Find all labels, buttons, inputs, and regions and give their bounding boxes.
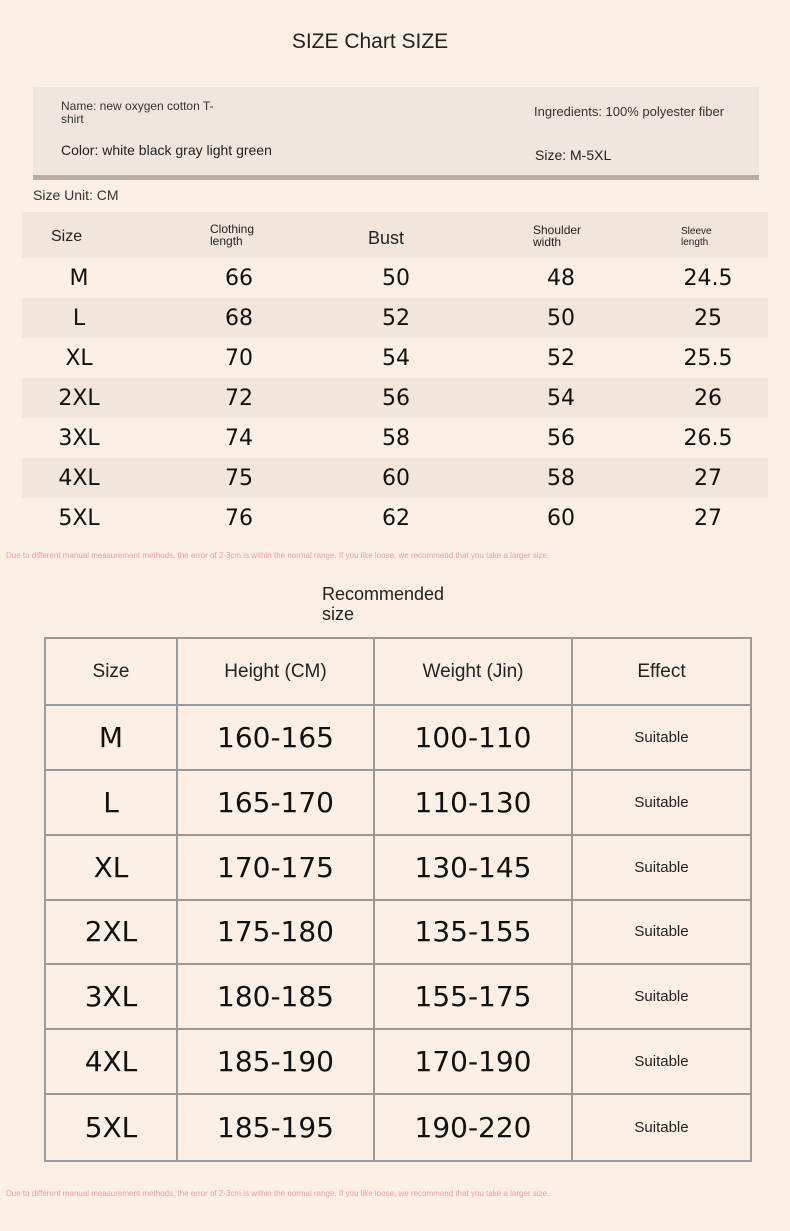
- cell-clothing-length: 75: [225, 465, 253, 491]
- recommend-cell-size: 2XL: [46, 901, 178, 966]
- recommend-cell-size: XL: [46, 836, 178, 901]
- page-title: SIZE Chart SIZE: [291, 30, 449, 53]
- recommend-header-size: Size: [46, 639, 178, 706]
- recommend-cell-effect: Suitable: [573, 836, 750, 901]
- recommend-title: Recommended size: [322, 584, 445, 624]
- cell-clothing-length: 68: [225, 305, 253, 331]
- recommend-cell-weight: 130-145: [375, 836, 573, 901]
- size-chart-table: [22, 212, 768, 538]
- cell-size: 5XL: [58, 505, 100, 531]
- recommend-cell-size: 4XL: [46, 1030, 178, 1095]
- recommend-cell-weight: 135-155: [375, 901, 573, 966]
- cell-sleeve-length: 25: [694, 305, 722, 331]
- recommend-cell-size: 3XL: [46, 965, 178, 1030]
- product-ingredients: Ingredients: 100% polyester fiber: [534, 104, 725, 119]
- size-unit: Size Unit: CM: [33, 187, 119, 203]
- cell-bust: 50: [382, 265, 410, 291]
- cell-sleeve-length: 27: [694, 505, 722, 531]
- cell-clothing-length: 72: [225, 385, 253, 411]
- cell-sleeve-length: 24.5: [683, 265, 733, 291]
- recommend-cell-height: 165-170: [178, 771, 375, 836]
- measurement-note-bottom: Due to different manual measurement methods, the error of 2-3cm is within the normal range. If you like loose, we recommend that you take a larger size.: [6, 1189, 550, 1198]
- recommend-cell-height: 175-180: [178, 901, 375, 966]
- cell-shoulder-width: 58: [547, 465, 575, 491]
- cell-size: L: [72, 305, 86, 331]
- cell-clothing-length: 70: [225, 345, 253, 371]
- size-chart-row: [22, 458, 768, 498]
- recommend-cell-size: M: [46, 706, 178, 771]
- size-chart-row: [22, 378, 768, 418]
- header-shoulder-width: Shoulder width: [533, 223, 582, 249]
- recommend-cell-weight: 190-220: [375, 1095, 573, 1160]
- header-bust: Bust: [368, 228, 405, 248]
- header-size: Size: [51, 228, 83, 245]
- cell-bust: 54: [382, 345, 410, 371]
- recommend-cell-effect: Suitable: [573, 1030, 750, 1095]
- size-chart-row: [22, 298, 768, 338]
- cell-clothing-length: 76: [225, 505, 253, 531]
- recommend-cell-size: L: [46, 771, 178, 836]
- cell-clothing-length: 74: [225, 425, 253, 451]
- info-divider: [33, 175, 759, 180]
- cell-clothing-length: 66: [225, 265, 253, 291]
- recommend-table: [44, 637, 752, 1162]
- recommend-cell-effect: Suitable: [634, 1119, 689, 1137]
- recommend-cell-height: 180-185: [178, 965, 375, 1030]
- recommend-cell-effect: Suitable: [573, 706, 750, 771]
- recommend-cell-weight: 110-130: [375, 771, 573, 836]
- size-chart-row: [22, 258, 768, 298]
- recommend-cell-effect: Suitable: [573, 771, 750, 836]
- cell-bust: 58: [382, 425, 410, 451]
- product-colors: Color: white black gray light green: [61, 142, 272, 158]
- cell-shoulder-width: 50: [547, 305, 575, 331]
- recommend-cell-effect: Suitable: [573, 965, 750, 1030]
- cell-bust: 60: [382, 465, 410, 491]
- cell-size: 3XL: [58, 425, 100, 451]
- product-name: Name: new oxygen cotton T-shirt: [61, 99, 214, 126]
- product-size-range: Size: M-5XL: [535, 147, 612, 163]
- cell-bust: 52: [382, 305, 410, 331]
- recommend-cell-height: 170-175: [178, 836, 375, 901]
- header-clothing-length: Clothing length: [210, 222, 255, 248]
- recommend-cell-height: 185-195: [178, 1095, 375, 1160]
- cell-size: 4XL: [58, 465, 100, 491]
- cell-sleeve-length: 25.5: [683, 345, 733, 371]
- header-sleeve-length: Sleeve length: [681, 226, 712, 248]
- recommend-header-weight: Weight (Jin): [375, 639, 573, 706]
- cell-shoulder-width: 56: [547, 425, 575, 451]
- recommend-cell-weight: 100-110: [375, 706, 573, 771]
- size-chart-header: [22, 212, 768, 258]
- recommend-cell-height: 160-165: [178, 706, 375, 771]
- cell-sleeve-length: 26.5: [683, 425, 733, 451]
- cell-size: 2XL: [58, 385, 100, 411]
- cell-sleeve-length: 26: [694, 385, 722, 411]
- recommend-cell-weight: 170-190: [375, 1030, 573, 1095]
- size-chart-row: [22, 418, 768, 458]
- cell-shoulder-width: 54: [547, 385, 575, 411]
- cell-sleeve-length: 27: [694, 465, 722, 491]
- size-chart-row: [22, 338, 768, 378]
- cell-shoulder-width: 48: [547, 265, 575, 291]
- cell-bust: 62: [382, 505, 410, 531]
- cell-bust: 56: [382, 385, 410, 411]
- recommend-cell-height: 185-190: [178, 1030, 375, 1095]
- recommend-header-height: Height (CM): [178, 639, 375, 706]
- recommend-header-effect: Effect: [573, 639, 750, 706]
- cell-shoulder-width: 60: [547, 505, 575, 531]
- cell-size: M: [69, 265, 89, 291]
- cell-shoulder-width: 52: [547, 345, 575, 371]
- product-info-box: [33, 87, 759, 175]
- recommend-cell-size: 5XL: [46, 1095, 178, 1160]
- recommend-cell-effect: Suitable: [573, 901, 750, 966]
- recommend-cell-weight: 155-175: [375, 965, 573, 1030]
- measurement-note: Due to different manual measurement methods, the error of 2-3cm is within the normal range. If you like loose, we recommend that you take a larger size.: [6, 551, 550, 560]
- cell-size: XL: [65, 345, 93, 371]
- size-chart-row: [22, 498, 768, 538]
